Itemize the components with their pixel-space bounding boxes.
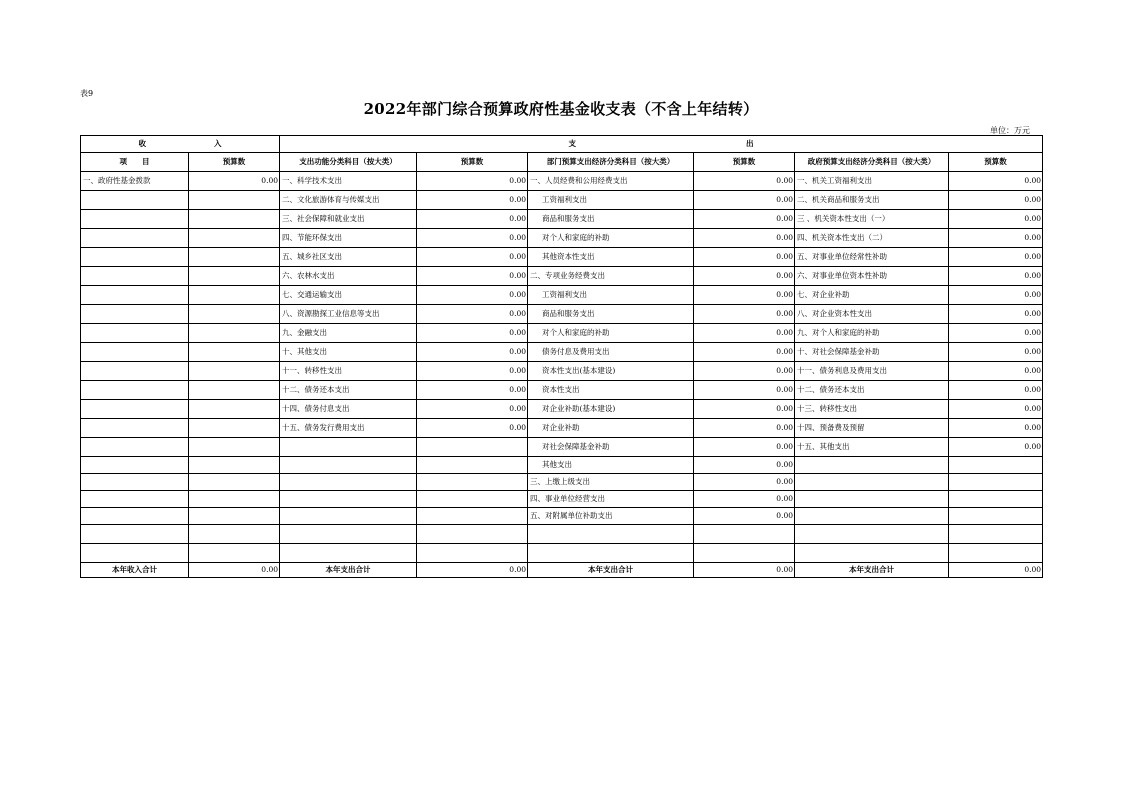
- income-amount-cell: [189, 474, 280, 491]
- table-row: [81, 267, 1043, 286]
- function-amount-cell: [417, 457, 528, 474]
- function-category-cell: 三、社会保障和就业支出: [280, 210, 417, 229]
- gov-econ-category-cell: 七、对企业补助: [795, 286, 949, 305]
- income-amount-cell: [189, 400, 280, 419]
- function-amount-cell: 0.00: [417, 324, 528, 343]
- table-row: [81, 286, 1043, 305]
- function-amount-cell: 0.00: [417, 229, 528, 248]
- income-item-cell: [81, 491, 189, 508]
- income-item-cell: [81, 400, 189, 419]
- gov-econ-amount-cell: 0.00: [949, 438, 1043, 457]
- function-category-cell: 十二、债务还本支出: [280, 381, 417, 400]
- header-gov-econ-category: 政府预算支出经济分类科目（按大类）: [795, 153, 949, 172]
- dept-econ-category-cell: 对企业补助: [528, 419, 694, 438]
- income-amount-cell: [189, 525, 280, 544]
- function-amount-cell: [417, 525, 528, 544]
- table-row: [81, 457, 1043, 474]
- gov-econ-amount-cell: [949, 491, 1043, 508]
- gov-econ-amount-cell: 0.00: [949, 172, 1043, 191]
- dept-econ-category-cell: [528, 544, 694, 563]
- unit-label: 单位：万元: [990, 126, 1030, 135]
- income-item-cell: [81, 381, 189, 400]
- function-category-cell: 十一、转移性支出: [280, 362, 417, 381]
- dept-econ-amount-cell: 0.00: [694, 229, 795, 248]
- gov-econ-category-cell: 十三、转移性支出: [795, 400, 949, 419]
- function-amount-cell: 0.00: [417, 248, 528, 267]
- dept-econ-amount-cell: 0.00: [694, 172, 795, 191]
- total-amount: 0.00: [949, 563, 1043, 578]
- income-item-cell: [81, 229, 189, 248]
- gov-econ-amount-cell: 0.00: [949, 229, 1043, 248]
- income-amount-cell: [189, 457, 280, 474]
- function-category-cell: [280, 525, 417, 544]
- function-category-cell: [280, 491, 417, 508]
- dept-econ-amount-cell: 0.00: [694, 457, 795, 474]
- total-amount: 0.00: [417, 563, 528, 578]
- table-row: [81, 491, 1043, 508]
- header-function-amount: 预算数: [417, 153, 528, 172]
- gov-econ-amount-cell: 0.00: [949, 191, 1043, 210]
- budget-table: [80, 135, 1043, 578]
- dept-econ-category-cell: 其他支出: [528, 457, 694, 474]
- dept-econ-category-cell: 对社会保障基金补助: [528, 438, 694, 457]
- function-amount-cell: 0.00: [417, 172, 528, 191]
- table-row: [81, 324, 1043, 343]
- header-dept-econ-category: 部门预算支出经济分类科目（按大类）: [528, 153, 694, 172]
- income-item-cell: [81, 210, 189, 229]
- gov-econ-amount-cell: 0.00: [949, 324, 1043, 343]
- income-amount-cell: [189, 191, 280, 210]
- dept-econ-amount-cell: 0.00: [694, 508, 795, 525]
- table-row: [81, 191, 1043, 210]
- dept-econ-category-cell: 商品和服务支出: [528, 210, 694, 229]
- income-amount-cell: [189, 362, 280, 381]
- header-function-category: 支出功能分类科目（按大类）: [280, 153, 417, 172]
- income-item-cell: [81, 457, 189, 474]
- table-row: [81, 343, 1043, 362]
- function-category-cell: 二、文化旅游体育与传媒支出: [280, 191, 417, 210]
- dept-econ-amount-cell: 0.00: [694, 324, 795, 343]
- dept-econ-amount-cell: 0.00: [694, 305, 795, 324]
- expense-header-char-2: 出: [746, 139, 754, 148]
- dept-econ-category-cell: 资本性支出: [528, 381, 694, 400]
- gov-econ-category-cell: 十四、预备费及预留: [795, 419, 949, 438]
- gov-econ-category-cell: [795, 457, 949, 474]
- dept-econ-category-cell: 工资福利支出: [528, 286, 694, 305]
- page-title: 2022年部门综合预算政府性基金收支表（不含上年结转）: [363, 100, 759, 118]
- gov-econ-category-cell: 一、机关工资福利支出: [795, 172, 949, 191]
- total-amount: 0.00: [189, 563, 280, 578]
- function-category-cell: 四、节能环保支出: [280, 229, 417, 248]
- table-row: [81, 248, 1043, 267]
- gov-econ-category-cell: 十、对社会保障基金补助: [795, 343, 949, 362]
- function-category-cell: [280, 544, 417, 563]
- dept-econ-amount-cell: 0.00: [694, 491, 795, 508]
- function-category-cell: [280, 508, 417, 525]
- table-row: [81, 438, 1043, 457]
- income-item-cell: [81, 267, 189, 286]
- function-amount-cell: [417, 544, 528, 563]
- income-item-cell: [81, 324, 189, 343]
- table-row: [81, 172, 1043, 191]
- income-amount-cell: [189, 267, 280, 286]
- header-gov-econ-amount: 预算数: [949, 153, 1043, 172]
- total-amount: 0.00: [694, 563, 795, 578]
- section-header-row: [81, 136, 1043, 153]
- dept-econ-category-cell: 对个人和家庭的补助: [528, 229, 694, 248]
- function-category-cell: 九、金融支出: [280, 324, 417, 343]
- income-amount-cell: [189, 544, 280, 563]
- function-amount-cell: [417, 491, 528, 508]
- dept-econ-category-cell: 对个人和家庭的补助: [528, 324, 694, 343]
- income-amount-cell: [189, 248, 280, 267]
- function-category-cell: [280, 457, 417, 474]
- gov-econ-category-cell: 五、对事业单位经常性补助: [795, 248, 949, 267]
- total-label: 本年支出合计: [795, 563, 949, 578]
- income-item-cell: [81, 544, 189, 563]
- header-income-item: 项 目: [81, 153, 189, 172]
- dept-econ-category-cell: 资本性支出(基本建设): [528, 362, 694, 381]
- table-row: [81, 305, 1043, 324]
- gov-econ-amount-cell: 0.00: [949, 267, 1043, 286]
- function-category-cell: 十四、债务付息支出: [280, 400, 417, 419]
- table-row: [81, 210, 1043, 229]
- gov-econ-category-cell: 十一、债务利息及费用支出: [795, 362, 949, 381]
- function-category-cell: 五、城乡社区支出: [280, 248, 417, 267]
- gov-econ-category-cell: [795, 474, 949, 491]
- gov-econ-amount-cell: 0.00: [949, 286, 1043, 305]
- totals-row: [81, 563, 1043, 578]
- income-item-cell: [81, 508, 189, 525]
- dept-econ-amount-cell: 0.00: [694, 400, 795, 419]
- dept-econ-amount-cell: 0.00: [694, 286, 795, 305]
- function-category-cell: 六、农林水支出: [280, 267, 417, 286]
- table-number: 表9: [80, 89, 94, 98]
- dept-econ-category-cell: 工资福利支出: [528, 191, 694, 210]
- income-amount-cell: [189, 343, 280, 362]
- dept-econ-category-cell: 五、对附属单位补助支出: [528, 508, 694, 525]
- income-amount-cell: [189, 508, 280, 525]
- dept-econ-amount-cell: 0.00: [694, 419, 795, 438]
- gov-econ-category-cell: [795, 525, 949, 544]
- table-row: [81, 381, 1043, 400]
- table-row: [81, 525, 1043, 544]
- dept-econ-amount-cell: 0.00: [694, 438, 795, 457]
- gov-econ-amount-cell: [949, 457, 1043, 474]
- dept-econ-amount-cell: [694, 525, 795, 544]
- function-category-cell: 八、资源勘探工业信息等支出: [280, 305, 417, 324]
- dept-econ-amount-cell: 0.00: [694, 267, 795, 286]
- income-item-cell: [81, 248, 189, 267]
- function-category-cell: 一、科学技术支出: [280, 172, 417, 191]
- gov-econ-amount-cell: [949, 525, 1043, 544]
- income-amount-cell: [189, 438, 280, 457]
- gov-econ-category-cell: 四、机关资本性支出（二）: [795, 229, 949, 248]
- income-item-cell: [81, 305, 189, 324]
- dept-econ-amount-cell: 0.00: [694, 362, 795, 381]
- total-label: 本年支出合计: [280, 563, 417, 578]
- income-item-cell: [81, 343, 189, 362]
- gov-econ-amount-cell: 0.00: [949, 381, 1043, 400]
- expense-header-char-1: 支: [568, 139, 577, 148]
- dept-econ-amount-cell: 0.00: [694, 210, 795, 229]
- income-amount-cell: [189, 286, 280, 305]
- income-item-cell: [81, 474, 189, 491]
- header-income-amount: 预算数: [189, 153, 280, 172]
- gov-econ-amount-cell: [949, 474, 1043, 491]
- income-item-cell: [81, 438, 189, 457]
- gov-econ-category-cell: 三 、机关资本性支出（一）: [795, 210, 949, 229]
- gov-econ-amount-cell: 0.00: [949, 400, 1043, 419]
- income-amount-cell: 0.00: [189, 172, 280, 191]
- function-category-cell: 七、交通运输支出: [280, 286, 417, 305]
- table-row: [81, 229, 1043, 248]
- income-amount-cell: [189, 419, 280, 438]
- gov-econ-amount-cell: 0.00: [949, 362, 1043, 381]
- gov-econ-category-cell: 十五、其他支出: [795, 438, 949, 457]
- gov-econ-category-cell: 九、对个人和家庭的补助: [795, 324, 949, 343]
- dept-econ-category-cell: 其他资本性支出: [528, 248, 694, 267]
- function-amount-cell: [417, 438, 528, 457]
- function-amount-cell: 0.00: [417, 419, 528, 438]
- dept-econ-amount-cell: 0.00: [694, 248, 795, 267]
- income-item-cell: [81, 419, 189, 438]
- table-row: [81, 544, 1043, 563]
- total-label: 本年收入合计: [81, 563, 189, 578]
- income-item-cell: [81, 525, 189, 544]
- gov-econ-amount-cell: [949, 508, 1043, 525]
- income-header-char-1: 收: [138, 139, 146, 148]
- income-item-cell: [81, 286, 189, 305]
- column-header-row: [81, 153, 1043, 172]
- income-amount-cell: [189, 324, 280, 343]
- function-amount-cell: 0.00: [417, 400, 528, 419]
- dept-econ-category-cell: 商品和服务支出: [528, 305, 694, 324]
- gov-econ-category-cell: 八、对企业资本性支出: [795, 305, 949, 324]
- function-amount-cell: 0.00: [417, 210, 528, 229]
- function-category-cell: [280, 438, 417, 457]
- function-amount-cell: 0.00: [417, 381, 528, 400]
- income-item-cell: 一、政府性基金拨款: [81, 172, 189, 191]
- table-row: [81, 508, 1043, 525]
- gov-econ-category-cell: 十二、债务还本支出: [795, 381, 949, 400]
- table-row: [81, 474, 1043, 491]
- gov-econ-category-cell: 二、机关商品和服务支出: [795, 191, 949, 210]
- dept-econ-amount-cell: 0.00: [694, 381, 795, 400]
- gov-econ-amount-cell: 0.00: [949, 210, 1043, 229]
- income-amount-cell: [189, 229, 280, 248]
- dept-econ-category-cell: 对企业补助(基本建设): [528, 400, 694, 419]
- income-amount-cell: [189, 491, 280, 508]
- table-row: [81, 362, 1043, 381]
- expense-section-header: [280, 136, 1043, 153]
- function-amount-cell: 0.00: [417, 191, 528, 210]
- income-header-char-2: 入: [214, 139, 222, 148]
- dept-econ-amount-cell: 0.00: [694, 191, 795, 210]
- function-amount-cell: 0.00: [417, 286, 528, 305]
- income-amount-cell: [189, 210, 280, 229]
- gov-econ-amount-cell: 0.00: [949, 343, 1043, 362]
- dept-econ-category-cell: [528, 525, 694, 544]
- total-label: 本年支出合计: [528, 563, 694, 578]
- function-amount-cell: [417, 508, 528, 525]
- function-amount-cell: 0.00: [417, 343, 528, 362]
- dept-econ-amount-cell: 0.00: [694, 474, 795, 491]
- dept-econ-category-cell: 四、事业单位经营支出: [528, 491, 694, 508]
- function-amount-cell: 0.00: [417, 362, 528, 381]
- gov-econ-category-cell: [795, 491, 949, 508]
- header-dept-econ-amount: 预算数: [694, 153, 795, 172]
- income-item-cell: [81, 191, 189, 210]
- income-item-cell: [81, 362, 189, 381]
- gov-econ-category-cell: [795, 508, 949, 525]
- function-category-cell: 十五、债务发行费用支出: [280, 419, 417, 438]
- dept-econ-category-cell: 三、上缴上级支出: [528, 474, 694, 491]
- dept-econ-amount-cell: [694, 544, 795, 563]
- function-category-cell: 十、其他支出: [280, 343, 417, 362]
- function-amount-cell: 0.00: [417, 305, 528, 324]
- gov-econ-amount-cell: 0.00: [949, 419, 1043, 438]
- dept-econ-category-cell: 二、专项业务经费支出: [528, 267, 694, 286]
- gov-econ-amount-cell: 0.00: [949, 305, 1043, 324]
- gov-econ-amount-cell: [949, 544, 1043, 563]
- gov-econ-amount-cell: 0.00: [949, 248, 1043, 267]
- income-section-header: [81, 136, 280, 153]
- dept-econ-amount-cell: 0.00: [694, 343, 795, 362]
- income-amount-cell: [189, 305, 280, 324]
- function-category-cell: [280, 474, 417, 491]
- gov-econ-category-cell: [795, 544, 949, 563]
- table-row: [81, 419, 1043, 438]
- dept-econ-category-cell: 债务付息及费用支出: [528, 343, 694, 362]
- dept-econ-category-cell: 一、人员经费和公用经费支出: [528, 172, 694, 191]
- table-row: [81, 400, 1043, 419]
- income-amount-cell: [189, 381, 280, 400]
- function-amount-cell: 0.00: [417, 267, 528, 286]
- function-amount-cell: [417, 474, 528, 491]
- gov-econ-category-cell: 六、对事业单位资本性补助: [795, 267, 949, 286]
